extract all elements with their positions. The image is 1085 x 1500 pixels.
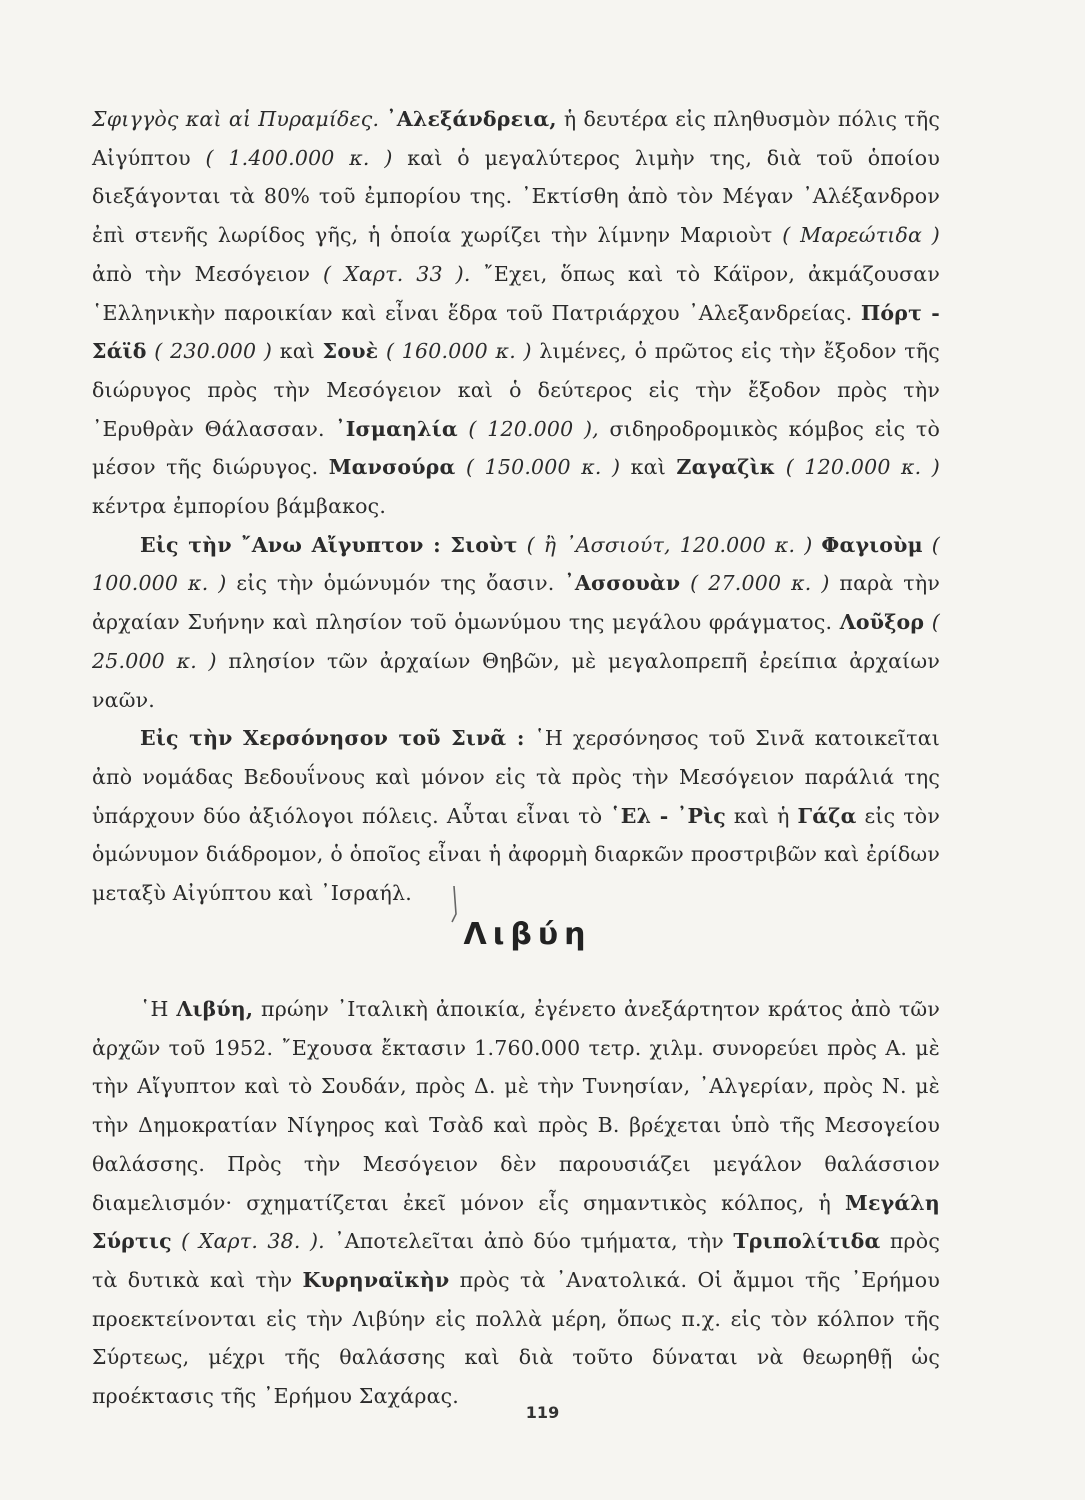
paragraph-libya: ῾Η Λιβύη, πρώην ᾿Ιταλικὴ ἀποικία, ἐγένετο ἀνεξάρτητον κράτος ἀπὸ τῶν ἀρχῶν τοῦ 1952. ῎Εχουσα ἔκτασιν 1.760.000 τετρ. χιλμ. συνορεύει πρὸς Α. μὲ τὴν Αἴγυπτον καὶ τὸ Σουδάν, πρὸς Δ. μὲ τὴν Τυνησίαν, ᾿Αλγερίαν, πρὸς Ν. μὲ τὴν Δημοκρατίαν Νίγηρος καὶ Τσὰδ καὶ πρὸς Β. βρέχεται ὑπὸ τῆς Μεσογείου θαλάσσης. Πρὸς τὴν Μεσόγειον δὲν παρουσιάζει μεγάλον θαλάσσιον διαμελισμόν· σχηματίζεται ἐκεῖ μόνον εἷς σημαντικὸς κόλπος, ἡ Μεγάλη Σύρτις ( Χαρτ. 38. ). ᾿Αποτελεῖται ἀπὸ δύο τμήματα, τὴν Τριπολίτιδα πρὸς τὰ δυτικὰ καὶ τὴν Κυρηναϊκὴν πρὸς τὰ ᾿Ανατολικά. Οἱ ἄμμοι τῆς ᾿Ερήμου προεκτείνονται εἰς τὴν Λιβύην εἰς πολλὰ μέρη, ὅπως π.χ. εἰς τὸν κόλπον τῆς Σύρτεως, μέχρι τῆς θαλάσσης καὶ διὰ τοῦτο δύναται νὰ θεωρηθῇ ὡς προέκτασις τῆς ᾿Ερήμου Σαχάρας. — [92, 997, 941, 1409]
egypt-cities-section — [92, 100, 940, 913]
section-heading-wrapper — [0, 905, 1085, 965]
paragraph-sinai: Εἰς τὴν Χερσόνησον τοῦ Σινᾶ : ῾Η χερσόνησος τοῦ Σινᾶ κατοικεῖται ἀπὸ νομάδας Βεδουΐνους καὶ μόνον εἰς τὰ πρὸς τὴν Μεσόγειον παράλιά της ὑπάρχουν δύο ἀξιόλογοι πόλεις. Αὗται εἶναι τὸ ῾Ελ - ᾿Ρὶς καὶ ἡ Γάζα εἰς τὸν ὁμώνυμον διάδρομον, ὁ ὁποῖος εἶναι ἡ ἀφορμὴ διαρκῶν προστριβῶν καὶ ἐρίδων μεταξὺ Αἰγύπτου καὶ ᾿Ισραήλ. — [92, 726, 940, 906]
paragraph-alexandria: Σφιγγὸς καὶ αἱ Πυραμίδες. ᾿Αλεξάνδρεια, ἡ δευτέρα εἰς πληθυσμὸν πόλις τῆς Αἰγύπτου ( 1.400.000 κ. ) καὶ ὁ μεγαλύτερος λιμὴν της, διὰ τοῦ ὁποίου διεξάγονται τὰ 80% τοῦ ἐμπορίου της. ᾿Εκτίσθη ἀπὸ τὸν Μέγαν ᾿Αλέξανδρον ἐπὶ στενῆς λωρίδος γῆς, ἡ ὁποία χωρίζει τὴν λίμνην Μαριοὺτ ( Μαρεώτιδα ) ἀπὸ τὴν Μεσόγειον ( Χαρτ. 33 ). ῎Εχει, ὅπως καὶ τὸ Κάϊρον, ἀκμάζουσαν ῾Ελληνικὴν παροικίαν καὶ εἶναι ἕδρα τοῦ Πατριάρχου ᾿Αλεξανδρείας. Πόρτ - Σάϊδ ( 230.000 ) καὶ Σουὲ ( 160.000 κ. ) λιμένες, ὁ πρῶτος εἰς τὴν ἔξοδον τῆς διώρυγος πρὸς τὴν Μεσόγειον καὶ ὁ δεύτερος εἰς τὴν ἔξοδον πρὸς τὴν ᾿Ερυθρὰν Θάλασσαν. ᾿Ισμαηλία ( 120.000 ), σιδηροδρομικὸς κόμβος εἰς τὸ μέσον τῆς διώρυγος. Μανσούρα ( 150.000 κ. ) καὶ Ζαγαζὶκ ( 120.000 κ. ) κέντρα ἐμπορίου βάμβακος. — [92, 107, 941, 519]
paragraph-upper-egypt: Εἰς τὴν ῎Ανω Αἴγυπτον : Σιοὺτ ( ἢ ᾿Ασσιούτ, 120.000 κ. ) Φαγιοὺμ ( 100.000 κ. ) εἰς τὴν ὁμώνυμόν της ὄασιν. ᾿Ασσουὰν ( 27.000 κ. ) παρὰ τὴν ἀρχαίαν Συήνην καὶ πλησίον τοῦ ὁμωνύμου της μεγάλου φράγματος. Λοῦξορ ( 25.000 κ. ) πλησίον τῶν ἀρχαίων Θηβῶν, μὲ μεγαλοπρεπῆ ἐρείπια ἀρχαίων ναῶν. — [92, 532, 941, 712]
libya-section — [92, 990, 940, 1416]
page-number: 119 — [525, 1403, 560, 1422]
section-heading-libya: Λιβύη — [463, 917, 592, 952]
